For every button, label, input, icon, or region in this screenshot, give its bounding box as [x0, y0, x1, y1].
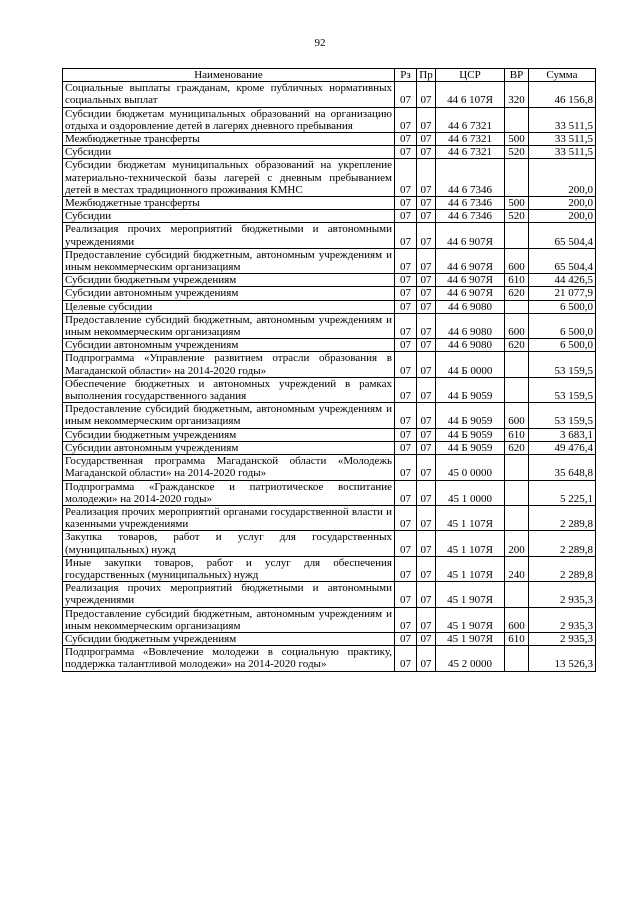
row-vr: 600: [505, 248, 529, 273]
row-vr: 620: [505, 441, 529, 454]
row-name: Межбюджетные трансферты: [63, 133, 395, 146]
row-vr: 610: [505, 428, 529, 441]
row-vr: 600: [505, 607, 529, 632]
budget-table: [62, 68, 596, 672]
row-rz: 07: [395, 287, 417, 300]
row-name: Межбюджетные трансферты: [63, 197, 395, 210]
row-pr: 07: [417, 646, 436, 671]
row-csr: 44 6 9080: [436, 339, 505, 352]
row-pr: 07: [417, 159, 436, 197]
table-row: [63, 441, 596, 454]
row-csr: 44 6 907Я: [436, 248, 505, 273]
row-pr: 07: [417, 287, 436, 300]
row-csr: 44 6 907Я: [436, 274, 505, 287]
row-sum: 5 225,1: [529, 480, 596, 505]
row-pr: 07: [417, 339, 436, 352]
row-name: Реализация прочих мероприятий органами государственной власти и казенными учреждениями: [63, 505, 395, 530]
table-row: [63, 287, 596, 300]
row-vr: [505, 300, 529, 313]
row-csr: 44 6 7346: [436, 210, 505, 223]
row-pr: 07: [417, 274, 436, 287]
row-vr: 500: [505, 133, 529, 146]
row-pr: 07: [417, 210, 436, 223]
row-csr: 44 Б 9059: [436, 403, 505, 428]
row-sum: 6 500,0: [529, 339, 596, 352]
row-name: Предоставление субсидий бюджетным, автономным учреждениям и иным некоммерческим организациям: [63, 248, 395, 273]
row-name: Субсидии автономным учреждениям: [63, 287, 395, 300]
table-row: [63, 133, 596, 146]
row-name: Обеспечение бюджетных и автономных учреждений в рамках выполнения государственного задания: [63, 377, 395, 402]
row-csr: 44 Б 9059: [436, 428, 505, 441]
row-rz: 07: [395, 197, 417, 210]
row-sum: 2 289,8: [529, 505, 596, 530]
row-pr: 07: [417, 632, 436, 645]
row-name: Предоставление субсидий бюджетным, автономным учреждениям и иным некоммерческим организациям: [63, 403, 395, 428]
row-pr: 07: [417, 428, 436, 441]
row-vr: [505, 377, 529, 402]
row-csr: 45 1 107Я: [436, 505, 505, 530]
row-vr: [505, 480, 529, 505]
row-name: Субсидии: [63, 210, 395, 223]
row-csr: 45 1 0000: [436, 480, 505, 505]
row-pr: 07: [417, 146, 436, 159]
row-vr: [505, 505, 529, 530]
row-sum: 44 426,5: [529, 274, 596, 287]
table-row: [63, 107, 596, 132]
row-name: Субсидии: [63, 146, 395, 159]
row-vr: 520: [505, 146, 529, 159]
row-pr: 07: [417, 607, 436, 632]
row-sum: 2 289,8: [529, 531, 596, 556]
row-sum: 200,0: [529, 197, 596, 210]
row-rz: 07: [395, 556, 417, 581]
table-row: [63, 646, 596, 671]
row-rz: 07: [395, 403, 417, 428]
row-name: Целевые субсидии: [63, 300, 395, 313]
row-sum: 200,0: [529, 159, 596, 197]
table-row: [63, 607, 596, 632]
row-name: Субсидии бюджетным учреждениям: [63, 274, 395, 287]
row-pr: 07: [417, 441, 436, 454]
row-name: Государственная программа Магаданской области «Молодежь Магаданской области» на 2014-2020 годы»: [63, 455, 395, 480]
row-rz: 07: [395, 107, 417, 132]
row-rz: 07: [395, 646, 417, 671]
row-sum: 2 289,8: [529, 556, 596, 581]
table-row: [63, 582, 596, 607]
row-name: Субсидии бюджетам муниципальных образований на организацию отдыха и оздоровление детей в лагерях дневного пребывания: [63, 107, 395, 132]
row-vr: [505, 352, 529, 377]
row-rz: 07: [395, 133, 417, 146]
row-pr: 07: [417, 82, 436, 107]
row-pr: 07: [417, 505, 436, 530]
row-sum: 6 500,0: [529, 300, 596, 313]
row-name: Подпрограмма «Вовлечение молодежи в социальную практику, поддержка талантливой молодежи» на 2014-2020 годы»: [63, 646, 395, 671]
row-name: Подпрограмма «Гражданское и патриотическое воспитание молодежи» на 2014-2020 годы»: [63, 480, 395, 505]
header-rz: Рз: [395, 69, 417, 82]
row-csr: 45 1 907Я: [436, 607, 505, 632]
row-csr: 44 6 7321: [436, 133, 505, 146]
row-pr: 07: [417, 107, 436, 132]
row-pr: 07: [417, 556, 436, 581]
row-pr: 07: [417, 313, 436, 338]
row-rz: 07: [395, 274, 417, 287]
row-vr: 610: [505, 274, 529, 287]
row-sum: 53 159,5: [529, 377, 596, 402]
row-sum: 49 476,4: [529, 441, 596, 454]
row-csr: 44 Б 0000: [436, 352, 505, 377]
row-rz: 07: [395, 159, 417, 197]
table-row: [63, 505, 596, 530]
row-sum: 53 159,5: [529, 403, 596, 428]
row-vr: 600: [505, 313, 529, 338]
row-sum: 6 500,0: [529, 313, 596, 338]
row-csr: 44 6 7321: [436, 107, 505, 132]
row-pr: 07: [417, 223, 436, 248]
row-pr: 07: [417, 133, 436, 146]
row-rz: 07: [395, 531, 417, 556]
row-csr: 44 6 9080: [436, 300, 505, 313]
table-row: [63, 146, 596, 159]
row-vr: [505, 646, 529, 671]
table-row: [63, 352, 596, 377]
row-csr: 44 6 907Я: [436, 287, 505, 300]
row-csr: 44 Б 9059: [436, 377, 505, 402]
row-sum: 13 526,3: [529, 646, 596, 671]
row-vr: [505, 455, 529, 480]
row-vr: 520: [505, 210, 529, 223]
row-name: Субсидии бюджетным учреждениям: [63, 428, 395, 441]
row-rz: 07: [395, 82, 417, 107]
row-rz: 07: [395, 441, 417, 454]
table-row: [63, 455, 596, 480]
row-rz: 07: [395, 210, 417, 223]
row-vr: [505, 223, 529, 248]
row-vr: 320: [505, 82, 529, 107]
page-number: 92: [314, 37, 326, 49]
row-rz: 07: [395, 248, 417, 273]
header-name: Наименование: [63, 69, 395, 82]
row-vr: 240: [505, 556, 529, 581]
header-sum: Сумма: [529, 69, 596, 82]
table-row: [63, 159, 596, 197]
row-sum: 2 935,3: [529, 632, 596, 645]
row-rz: 07: [395, 455, 417, 480]
row-rz: 07: [395, 582, 417, 607]
table-row: [63, 313, 596, 338]
table-row: [63, 82, 596, 107]
table-body: [63, 82, 596, 671]
table-row: [63, 339, 596, 352]
row-sum: 65 504,4: [529, 248, 596, 273]
row-vr: 500: [505, 197, 529, 210]
row-vr: [505, 159, 529, 197]
row-csr: 45 1 107Я: [436, 556, 505, 581]
row-name: Социальные выплаты гражданам, кроме публичных нормативных социальных выплат: [63, 82, 395, 107]
row-pr: 07: [417, 352, 436, 377]
row-vr: 620: [505, 339, 529, 352]
row-pr: 07: [417, 582, 436, 607]
row-name: Иные закупки товаров, работ и услуг для обеспечения государственных (муниципальных) нужд: [63, 556, 395, 581]
row-pr: 07: [417, 455, 436, 480]
row-rz: 07: [395, 505, 417, 530]
row-rz: 07: [395, 339, 417, 352]
table-row: [63, 428, 596, 441]
row-rz: 07: [395, 223, 417, 248]
row-name: Реализация прочих мероприятий бюджетными и автономными учреждениями: [63, 223, 395, 248]
row-name: Реализация прочих мероприятий бюджетными и автономными учреждениями: [63, 582, 395, 607]
row-rz: 07: [395, 377, 417, 402]
table-row: [63, 300, 596, 313]
row-name: Предоставление субсидий бюджетным, автономным учреждениям и иным некоммерческим организациям: [63, 313, 395, 338]
table-header: [63, 69, 596, 82]
row-csr: 44 6 7321: [436, 146, 505, 159]
row-sum: 33 511,5: [529, 107, 596, 132]
row-sum: 3 683,1: [529, 428, 596, 441]
row-csr: 44 6 907Я: [436, 223, 505, 248]
row-vr: 620: [505, 287, 529, 300]
header-row: [63, 69, 596, 82]
row-pr: 07: [417, 480, 436, 505]
row-csr: 45 1 907Я: [436, 632, 505, 645]
row-rz: 07: [395, 607, 417, 632]
header-vr: ВР: [505, 69, 529, 82]
row-csr: 44 6 7346: [436, 197, 505, 210]
table-row: [63, 223, 596, 248]
row-csr: 44 Б 9059: [436, 441, 505, 454]
table-row: [63, 403, 596, 428]
row-rz: 07: [395, 300, 417, 313]
row-name: Предоставление субсидий бюджетным, автономным учреждениям и иным некоммерческим организациям: [63, 607, 395, 632]
row-name: Субсидии автономным учреждениям: [63, 441, 395, 454]
header-pr: Пр: [417, 69, 436, 82]
row-rz: 07: [395, 352, 417, 377]
row-name: Подпрограмма «Управление развитием отрасли образования в Магаданской области» на 2014-2020 годы»: [63, 352, 395, 377]
row-csr: 44 6 9080: [436, 313, 505, 338]
row-name: Субсидии бюджетным учреждениям: [63, 632, 395, 645]
row-sum: 2 935,3: [529, 582, 596, 607]
row-sum: 33 511,5: [529, 133, 596, 146]
row-name: Субсидии бюджетам муниципальных образований на укрепление материально-технической базы лагерей с дневным пребыванием детей в местах традиционного проживания КМНС: [63, 159, 395, 197]
row-sum: 200,0: [529, 210, 596, 223]
row-pr: 07: [417, 300, 436, 313]
row-csr: 44 6 7346: [436, 159, 505, 197]
table-row: [63, 197, 596, 210]
row-rz: 07: [395, 632, 417, 645]
row-sum: 2 935,3: [529, 607, 596, 632]
row-vr: 610: [505, 632, 529, 645]
table-row: [63, 248, 596, 273]
row-rz: 07: [395, 480, 417, 505]
row-sum: 21 077,9: [529, 287, 596, 300]
row-pr: 07: [417, 531, 436, 556]
row-csr: 45 0 0000: [436, 455, 505, 480]
row-pr: 07: [417, 197, 436, 210]
table-row: [63, 377, 596, 402]
row-vr: [505, 582, 529, 607]
table-row: [63, 480, 596, 505]
row-vr: 600: [505, 403, 529, 428]
table-row: [63, 210, 596, 223]
row-csr: 45 1 907Я: [436, 582, 505, 607]
row-rz: 07: [395, 146, 417, 159]
row-csr: 45 2 0000: [436, 646, 505, 671]
header-csr: ЦСР: [436, 69, 505, 82]
row-pr: 07: [417, 377, 436, 402]
row-csr: 44 6 107Я: [436, 82, 505, 107]
row-sum: 33 511,5: [529, 146, 596, 159]
row-name: Субсидии автономным учреждениям: [63, 339, 395, 352]
row-sum: 46 156,8: [529, 82, 596, 107]
row-sum: 53 159,5: [529, 352, 596, 377]
row-vr: 200: [505, 531, 529, 556]
row-rz: 07: [395, 428, 417, 441]
table-row: [63, 274, 596, 287]
table-row: [63, 531, 596, 556]
row-sum: 65 504,4: [529, 223, 596, 248]
row-rz: 07: [395, 313, 417, 338]
table-row: [63, 632, 596, 645]
row-vr: [505, 107, 529, 132]
row-csr: 45 1 107Я: [436, 531, 505, 556]
row-pr: 07: [417, 248, 436, 273]
table-row: [63, 556, 596, 581]
row-sum: 35 648,8: [529, 455, 596, 480]
row-pr: 07: [417, 403, 436, 428]
row-name: Закупка товаров, работ и услуг для государственных (муниципальных) нужд: [63, 531, 395, 556]
